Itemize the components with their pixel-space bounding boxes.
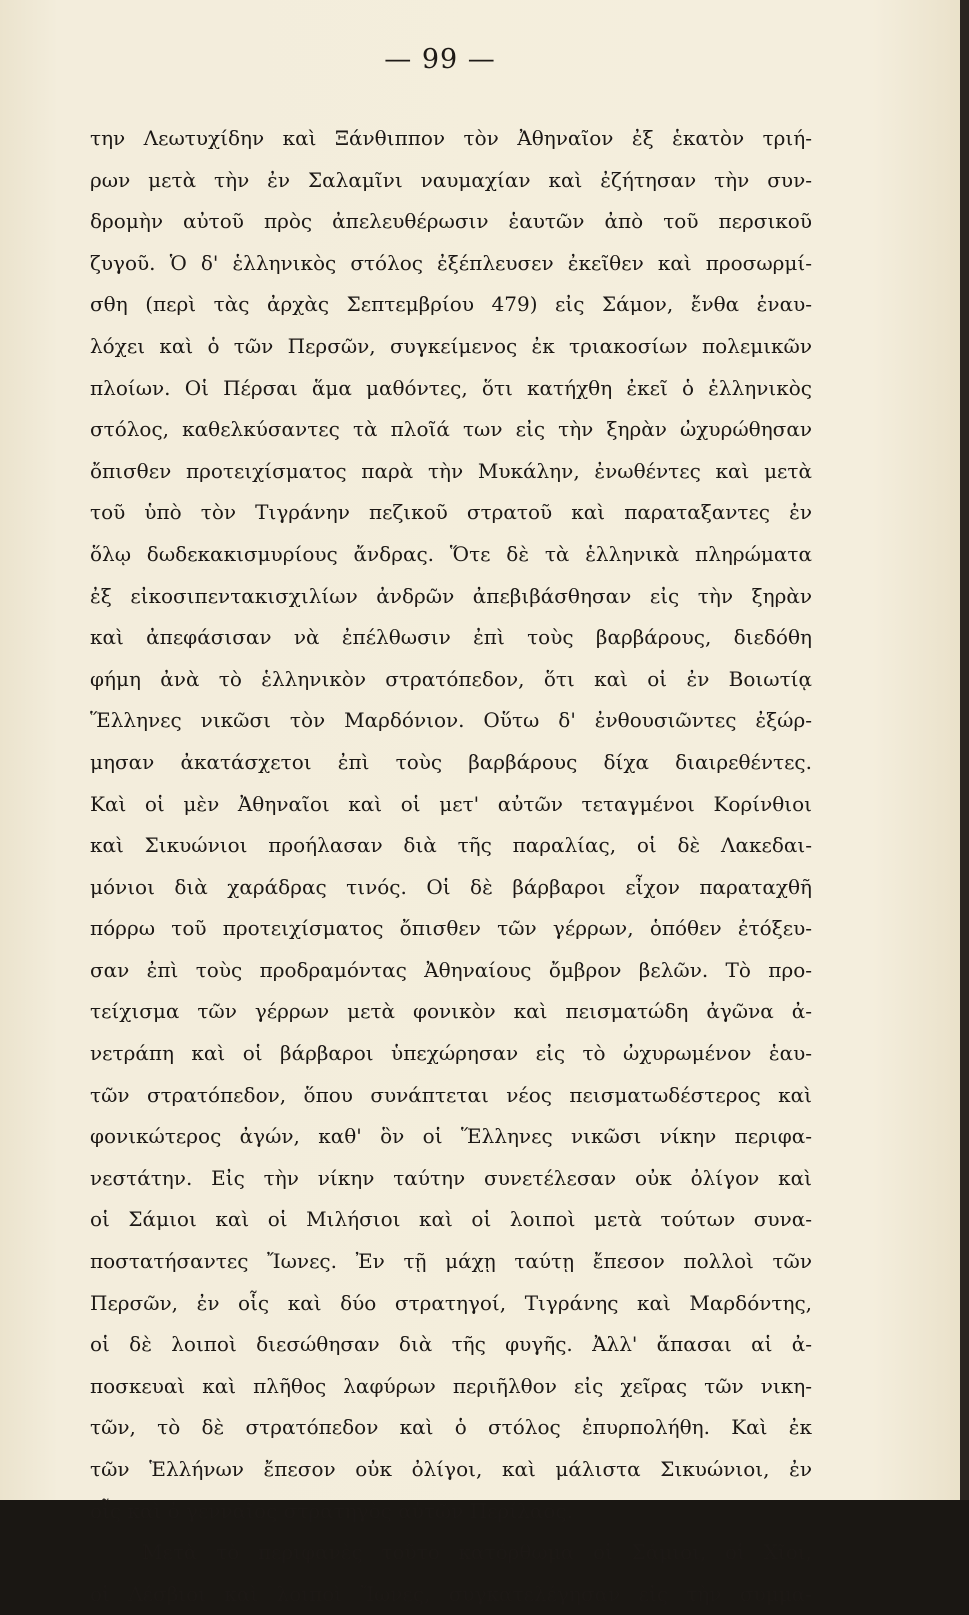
text-line: ποστατήσαντες Ἴωνες. Ἐν τῇ μάχῃ ταύτῃ ἔπεσον πολλοὶ τῶν [90,1249,812,1274]
text-line: φήμη ἀνὰ τὸ ἑλληνικὸν στρατόπεδον, ὅτι καὶ οἱ ἐν Βοιωτίᾳ [90,666,812,691]
text-line: δρομὴν αὐτοῦ πρὸς ἀπελευθέρωσιν ἑαυτῶν ἀπὸ τοῦ περσικοῦ [90,209,812,234]
text-line: οἱ Λέσβιοι καὶ λοιποὶ Ἴωνες, συγκατελέγησαν εἰς τὴν συμμα- [90,1581,812,1606]
text-line: Μετὰ τὸ περιφανὲς τοῦτο κατόρθωμα οἱ Σάμιοι, οἱ Χῖοι, [142,1540,812,1565]
text-line: ζυγοῦ. Ὁ δ' ἑλληνικὸς στόλος ἐξέπλευσεν ἐκεῖθεν καὶ προσωρμί- [90,250,812,275]
text-line: καὶ ἀπεφάσισαν νὰ ἐπέλθωσιν ἐπὶ τοὺς βαρβάρους, διεδόθη [90,625,812,650]
text-line: τείχισμα τῶν γέρρων μετὰ φονικὸν καὶ πεισματώδη ἀγῶνα ἀ- [90,999,812,1024]
text-line: νεστάτην. Εἰς τὴν νίκην ταύτην συνετέλεσαν οὐκ ὀλίγον καὶ [90,1165,812,1190]
body-text [90,118,812,1615]
text-line: μόνιοι διὰ χαράδρας τινός. Οἱ δὲ βάρβαροι εἶχον παραταχθῆ [90,874,812,899]
text-line: σθη (περὶ τὰς ἀρχὰς Σεπτεμβρίου 479) εἰς Σάμον, ἔνθα ἐναυ- [90,292,812,317]
text-line: Περσῶν, ἐν οἷς καὶ δύο στρατηγοί, Τιγράνης καὶ Μαρδόντης, [90,1290,812,1315]
text-line: φονικώτερος ἀγών, καθ' ὃν οἱ Ἕλληνες νικῶσι νίκην περιφα- [90,1124,812,1149]
text-line: τοῦ ὑπὸ τὸν Τιγράνην πεζικοῦ στρατοῦ καὶ παραταξαντες ἐν [90,500,812,525]
text-line: πόρρω τοῦ προτειχίσματος ὄπισθεν τῶν γέρρων, ὁπόθεν ἐτόξευ- [90,916,812,941]
text-line: τῶν, τὸ δὲ στρατόπεδον καὶ ὁ στόλος ἐπυρπολήθη. Καὶ ἐκ [90,1415,812,1440]
text-line: ἐξ εἰκοσιπεντακισχιλίων ἀνδρῶν ἀπεβιβάσθησαν εἰς τὴν ξηρὰν [90,583,812,608]
book-spine-edge [960,0,969,1500]
text-line: τῶν Ἑλλήνων ἔπεσον οὐκ ὀλίγοι, καὶ μάλιστα Σικυώνιοι, ἐν [90,1457,812,1481]
text-line: ὅλῳ δωδεκακισμυρίους ἄνδρας. Ὅτε δὲ τὰ ἑλληνικὰ πληρώματα [90,541,812,566]
text-line: Καὶ οἱ μὲν Ἀθηναῖοι καὶ οἱ μετ' αὐτῶν τεταγμένοι Κορίνθιοι [90,791,812,816]
text-line: πλοίων. Οἱ Πέρσαι ἅμα μαθόντες, ὅτι κατήχθη ἐκεῖ ὁ ἑλληνικὸς [90,375,812,400]
text-line: λόχει καὶ ὁ τῶν Περσῶν, συγκείμενος ἐκ τριακοσίων πολεμικῶν [90,333,812,358]
text-line: ποσκευαὶ καὶ πλῆθος λαφύρων περιῆλθον εἰς χεῖρας τῶν νικη- [90,1373,812,1398]
text-line: στόλος, καθελκύσαντες τὰ πλοῖά των εἰς τὴν ξηρὰν ὠχυρώθησαν [90,417,812,442]
text-line: μησαν ἀκατάσχετοι ἐπὶ τοὺς βαρβάρους δίχα διαιρεθέντες. [90,749,812,774]
text-line: σαν ἐπὶ τοὺς προδραμόντας Ἀθηναίους ὄμβρον βελῶν. Τὸ προ- [90,957,812,982]
text-line: οἷς καὶ ὁ γενναῖος στρατηγὸς αὐτῶν Περίλαος. [90,1498,573,1523]
text-line: την Λεωτυχίδην καὶ Ξάνθιππον τὸν Ἀθηναῖον ἐξ ἑκατὸν τριή- [90,126,812,150]
text-line: οἱ Σάμιοι καὶ οἱ Μιλήσιοι καὶ οἱ λοιποὶ μετὰ τούτων συνα- [90,1207,812,1232]
text-line: καὶ Σικυώνιοι προήλασαν διὰ τῆς παραλίας, οἱ δὲ Λακεδαι- [90,833,812,858]
text-line: οἱ δὲ λοιποὶ διεσώθησαν διὰ τῆς φυγῆς. Ἀλλ' ἅπασαι αἱ ἀ- [90,1332,812,1357]
text-line: Ἕλληνες νικῶσι τὸν Μαρδόνιον. Οὕτω δ' ἐνθουσιῶντες ἐξώρ- [90,708,812,733]
text-line: τῶν στρατόπεδον, ὅπου συνάπτεται νέος πεισματωδέστερος καὶ [90,1082,812,1107]
text-line: νετράπη καὶ οἱ βάρβαροι ὑπεχώρησαν εἰς τὸ ὠχυρωμένον ἑαυ- [90,1041,812,1066]
page-number: — 99 — [384,44,496,75]
text-line: ὄπισθεν προτειχίσματος παρὰ τὴν Μυκάλην, ἐνωθέντες καὶ μετὰ [90,458,812,483]
text-line: ρων μετὰ τὴν ἐν Σαλαμῖνι ναυμαχίαν καὶ ἐζήτησαν τὴν συν- [90,167,812,192]
